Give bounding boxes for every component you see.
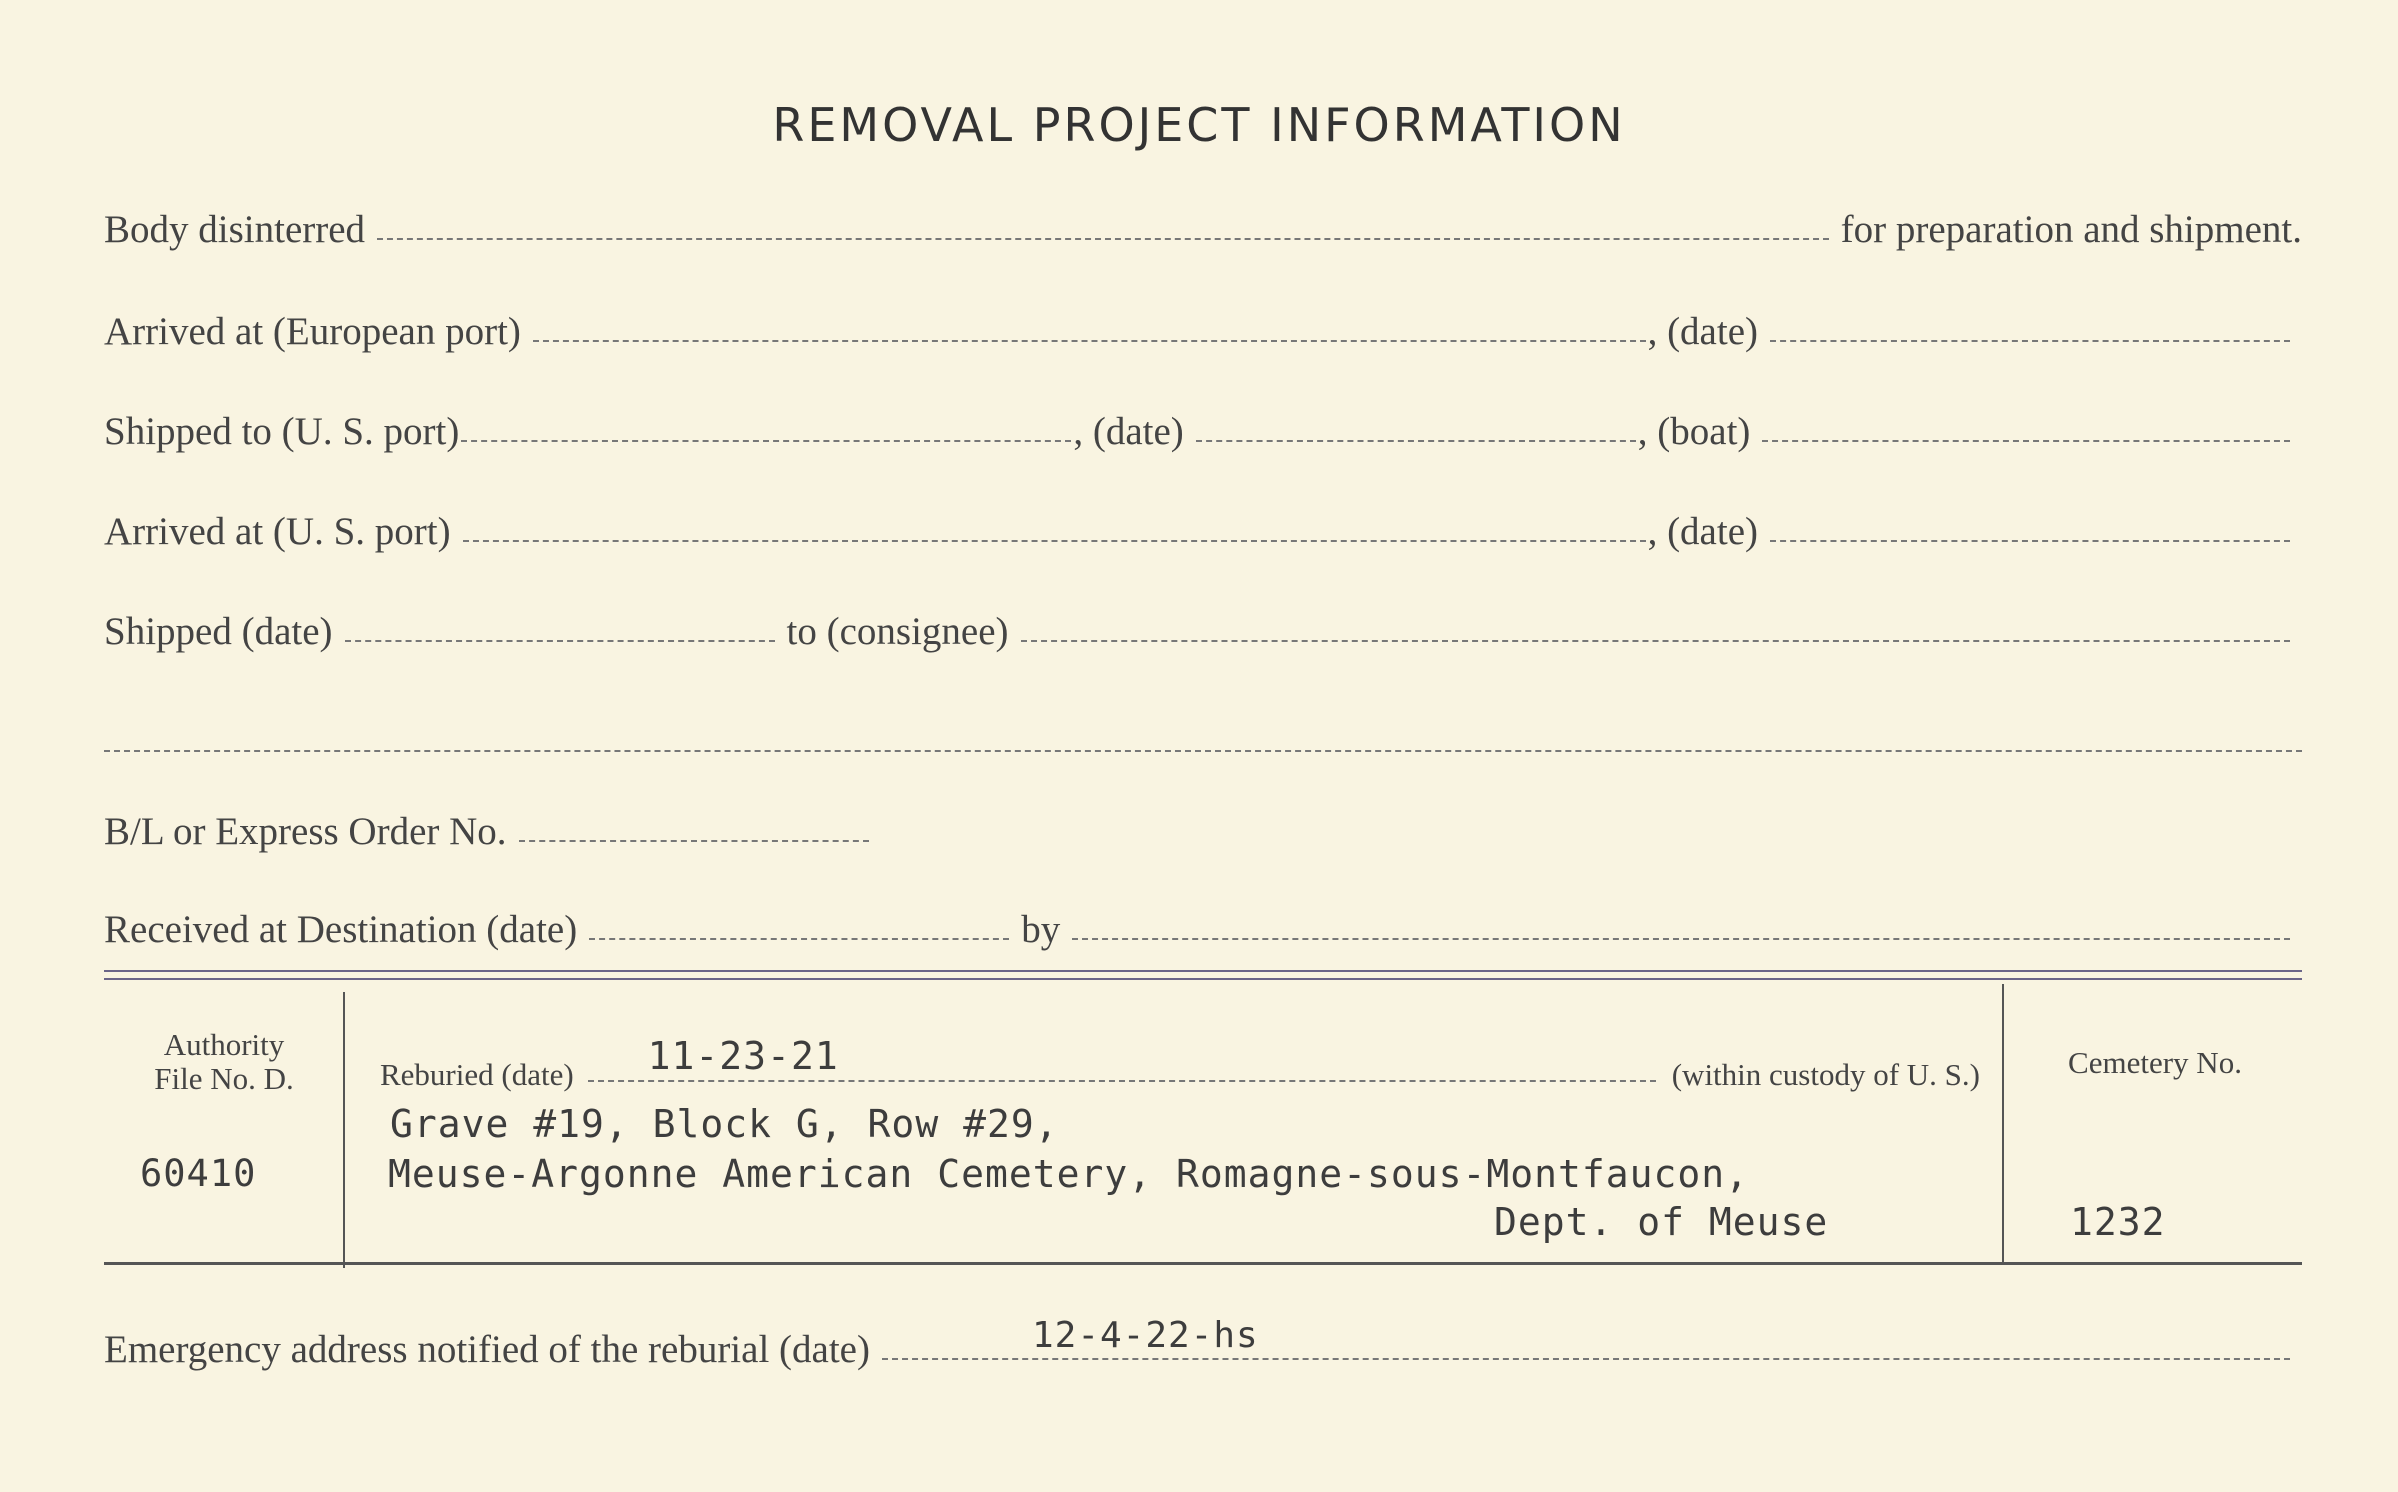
table-divider-right [2002, 984, 2004, 1262]
bl-order-label: B/L or Express Order No. [104, 810, 507, 853]
shipped-us-boat-label: , (boat) [1637, 410, 1751, 453]
reburied-date-value: 11-23-21 [647, 1034, 839, 1078]
body-disinterred-field[interactable] [377, 238, 1829, 240]
shipped-us-label: Shipped to (U. S. port) [104, 410, 460, 453]
authority-label-line-1: Authority [163, 1027, 285, 1062]
shipped-date-label: Shipped (date) [104, 610, 333, 653]
consignee-field[interactable] [1021, 640, 2290, 642]
received-label: Received at Destination (date) [104, 908, 578, 951]
consignee-label: to (consignee) [786, 610, 1009, 653]
reburied-row [380, 1034, 1980, 1092]
emergency-date-field[interactable] [882, 1315, 2290, 1360]
received-by-field[interactable] [1072, 938, 2290, 940]
arrived-us-date-field[interactable] [1770, 540, 2290, 542]
european-port-field[interactable] [533, 340, 1646, 342]
arrived-european-label: Arrived at (European port) [104, 310, 521, 353]
table-top-rule [104, 970, 2302, 980]
shipped-date-row [104, 602, 2302, 654]
table-bottom-rule [104, 1262, 2302, 1265]
grave-location-line-3: Dept. of Meuse [1494, 1200, 1829, 1244]
cemetery-number: 1232 [2070, 1200, 2166, 1244]
body-disinterred-label: Body disinterred [104, 208, 366, 251]
arrived-us-date-label: , (date) [1647, 510, 1758, 553]
card-title: REMOVAL PROJECT INFORMATION [772, 98, 1626, 152]
arrived-us-label: Arrived at (U. S. port) [104, 510, 451, 553]
arrived-us-port-field[interactable] [463, 540, 1646, 542]
arrived-us-row [104, 502, 2302, 554]
consignee-continuation-field[interactable] [104, 750, 2302, 752]
body-disinterred-row [104, 200, 2302, 252]
reburied-date-field[interactable] [588, 1034, 1656, 1082]
authority-label [114, 1028, 334, 1096]
emergency-label: Emergency address notified of the reburial (date) [104, 1328, 870, 1371]
shipped-us-date-label: , (date) [1073, 410, 1184, 453]
us-port-field[interactable] [461, 440, 1071, 442]
arrived-european-date-label: , (date) [1647, 310, 1758, 353]
emergency-row [104, 1315, 2302, 1372]
received-date-field[interactable] [589, 938, 1009, 940]
grave-location-line-1: Grave #19, Block G, Row #29, [390, 1102, 1059, 1146]
shipped-date-field[interactable] [345, 640, 775, 642]
received-row [104, 900, 2302, 952]
table-divider-left [343, 992, 345, 1268]
shipped-us-date-field[interactable] [1196, 440, 1636, 442]
bl-order-row [104, 802, 2302, 854]
arrived-european-date-field[interactable] [1770, 340, 2290, 342]
custody-label: (within custody of U. S.) [1671, 1057, 1980, 1092]
arrived-european-row [104, 302, 2302, 354]
cemetery-label: Cemetery No. [2068, 1045, 2242, 1080]
shipped-us-row [104, 402, 2302, 454]
received-by-label: by [1021, 908, 1061, 951]
grave-location-line-2: Meuse-Argonne American Cemetery, Romagne-sous-Montfaucon, [388, 1152, 1750, 1196]
emergency-date-value: 12-4-22-hs [1031, 1315, 1259, 1356]
bl-order-field[interactable] [519, 840, 869, 842]
authority-file-number: 60410 [140, 1152, 257, 1195]
preparation-shipment-label: for preparation and shipment. [1840, 208, 2302, 251]
authority-label-line-2: File No. D. [154, 1061, 294, 1096]
boat-field[interactable] [1762, 440, 2290, 442]
reburied-label: Reburied (date) [380, 1057, 574, 1092]
